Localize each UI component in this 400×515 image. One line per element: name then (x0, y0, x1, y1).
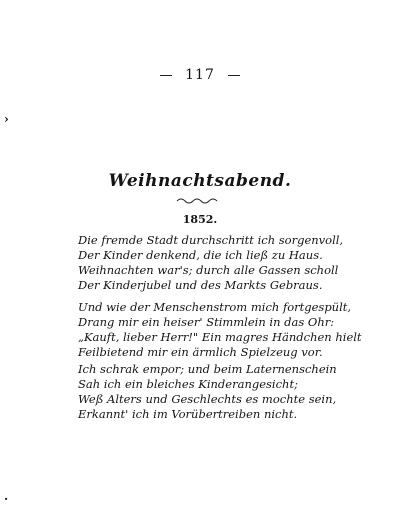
poem-line: Erkannt' ich im Vorübertreiben nicht. (78, 407, 298, 421)
margin-mark: › (4, 112, 9, 126)
title-ornament (175, 196, 221, 206)
poem-line: Der Kinderjubel und des Markts Gebraus. (78, 278, 323, 292)
page-number-right-dash (228, 75, 240, 76)
poem-line: Die fremde Stadt durchschritt ich sorgenvoll, (78, 233, 344, 247)
poem-line: Feilbietend mir ein ärmlich Spielzeug vor. (78, 345, 323, 359)
poem-line: Weihnachten war's; durch alle Gassen scholl (78, 263, 339, 277)
poem-line: Der Kinder denkend, die ich ließ zu Haus. (78, 248, 323, 262)
poem-line: Und wie der Menschenstrom mich fortgespült, (78, 300, 352, 314)
poem-line: Sah ich ein bleiches Kinderangesicht; (78, 377, 298, 391)
page-number (0, 67, 400, 83)
poem-line: Drang mir ein heiser' Stimmlein in das Ohr: (78, 315, 335, 329)
page-number-value: 117 (185, 67, 215, 83)
poem-line: Ich schrak empor; und beim Laternenschein (78, 362, 337, 376)
stanza-1 (78, 233, 343, 293)
poem-title: Weihnachtsabend. (108, 171, 292, 191)
stanza-2 (78, 300, 362, 360)
stanza-3 (78, 362, 337, 422)
poem-line: „Kauft, lieber Herr!" Ein magres Händchen hielt (78, 330, 362, 344)
poem-line: Weß Alters und Geschlechts es mochte sein, (78, 392, 337, 406)
margin-dot: · (4, 492, 9, 506)
poem-year: 1852. (182, 213, 218, 226)
page-number-left-dash (160, 75, 172, 76)
